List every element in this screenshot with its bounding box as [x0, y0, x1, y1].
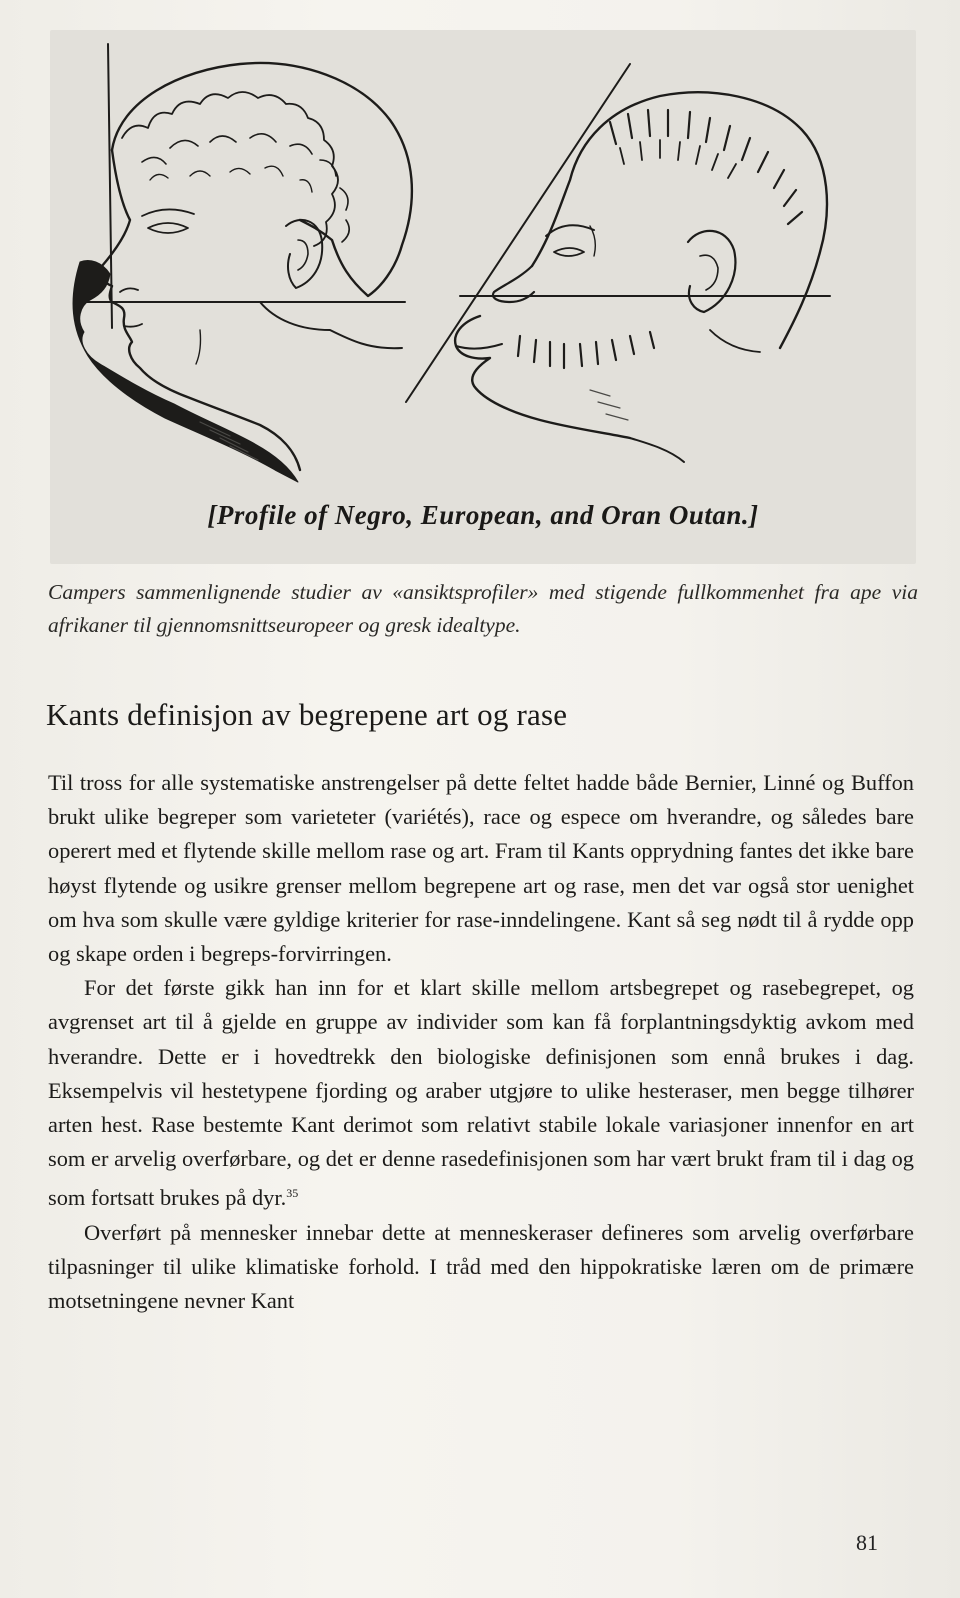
page-number: 81 [856, 1530, 878, 1555]
paragraph-2 [48, 971, 914, 1215]
paragraph-1: Til tross for alle systematiske anstrengelser på dette feltet hadde både Bernier, Linné og Buffon brukt ulike begreper som varieteter (variétés), race og espece om hverandre, og således bare operert med et flytende skille mellom rase og art. Fram til Kants opprydning fantes det ikke bare høyst flytende og usikre grenser mellom begrepene art og rase, men det var også stor uenighet om hva som skulle være gyldige kriterier for rase-inndelingene. Kant så seg nødt til å rydde opp og skape orden i begreps-forvirringen. [48, 770, 914, 967]
body-text [48, 766, 914, 1318]
profile-engraving [50, 30, 916, 564]
figure-illustration [50, 30, 916, 564]
section-heading: Kants definisjon av begrepene art og rase [46, 697, 568, 732]
plate-caption: [Profile of Negro, European, and Oran Outan.] [207, 500, 759, 530]
paragraph-2-text: For det første gikk han inn for et klart skille mellom artsbegrepet og rasebegrepet, og avgrenset art til å gjelde en gruppe av individer som kan få forplantningsdyktig avkom med hverandre. Dette er i hovedtrekk den biologiske definisjonen som ennå brukes i dag. Eksempelvis vil hestetypene fjording og araber utgjøre to ulike hesteraser, men begge tilhører arten hest. Rase bestemte Kant derimot som relativt stabile lokale variasjoner innenfor en art som er arvelig overførbare, og det er denne rasedefinisjonen som har vært brukt fram til i dag og som fortsatt brukes på dyr. [48, 975, 914, 1211]
paragraph-3: Overført på mennesker innebar dette at menneskeraser defineres som arvelig overførbare tilpasninger til ulike klimatiske forhold. I tråd med den hippokratiske læren om de primære motsetningene nevner Kant [48, 1219, 914, 1314]
figure-caption: Campers sammenlignende studier av «ansiktsprofiler» med stigende fullkommenhet fra ape via afrikaner til gjennomsnittseuropeer og gresk idealtype. [48, 580, 918, 637]
footnote-reference[interactable]: 35 [286, 1186, 299, 1201]
